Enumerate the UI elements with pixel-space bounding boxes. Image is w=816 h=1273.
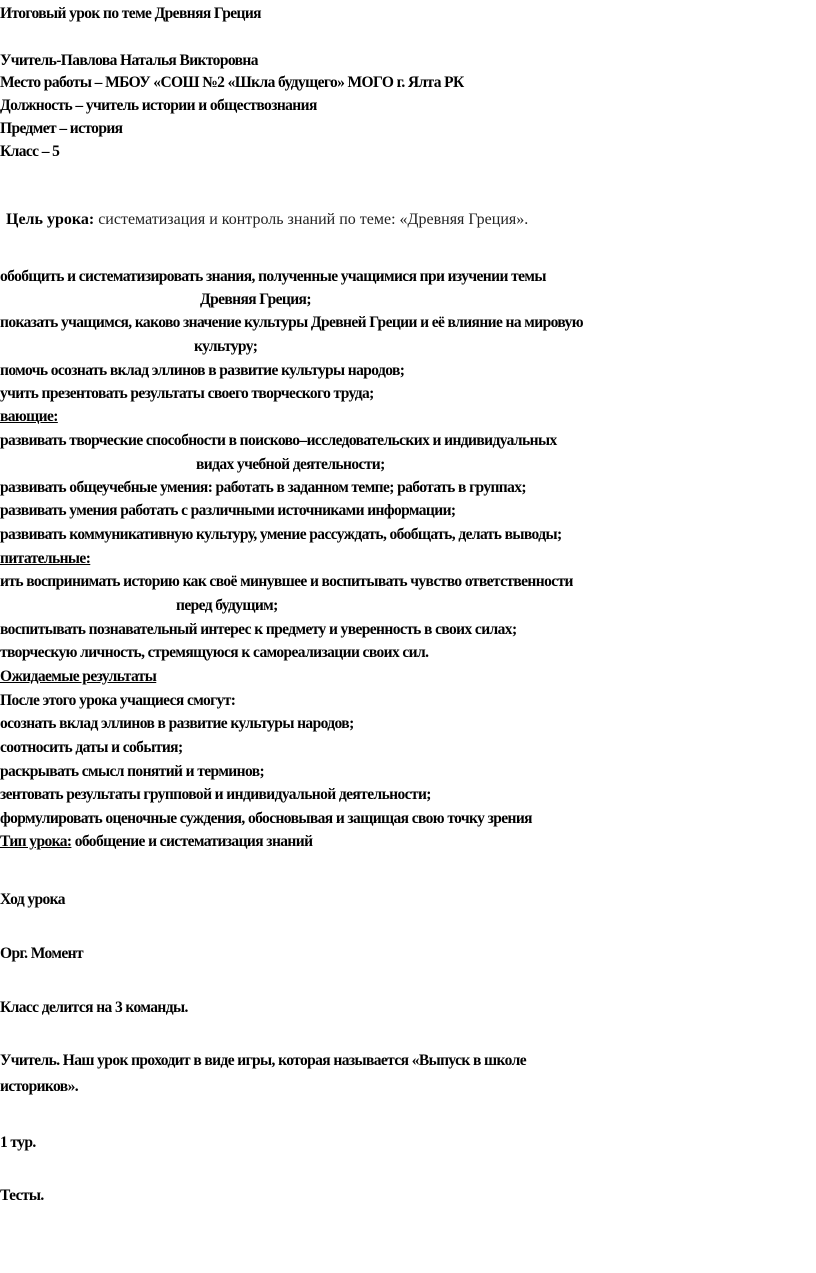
upbringing-item: ить воспринимать историю как своё минувшее и воспитывать чувство ответственности bbox=[0, 573, 573, 590]
teams-line: Класс делится на 3 команды. bbox=[0, 999, 188, 1016]
upbringing-item: воспитывать познавательный интерес к предмету и уверенность в своих силах; bbox=[0, 621, 517, 638]
educational-item-cont: Древняя Греция; bbox=[200, 291, 311, 308]
upbringing-heading: питательные: bbox=[0, 550, 91, 567]
grade-line: Класс – 5 bbox=[0, 143, 60, 160]
developing-item-cont: видах учебной деятельности; bbox=[196, 456, 385, 473]
document-title: Итоговый урок по теме Древняя Греция bbox=[0, 5, 261, 22]
goal-text: систематизация и контроль знаний по теме: «Древняя Греция». bbox=[94, 211, 529, 228]
teacher-line: Учитель-Павлова Наталья Викторовна bbox=[0, 52, 258, 69]
developing-item: развивать коммуникативную культуру, умение рассуждать, обобщать, делать выводы; bbox=[0, 526, 562, 543]
developing-item: развивать творческие способности в поисково–исследовательских и индивидуальных bbox=[0, 432, 557, 449]
tests-heading: Тесты. bbox=[0, 1187, 44, 1204]
educational-item-cont: культуру; bbox=[194, 338, 258, 355]
results-item: формулировать оценочные суждения, обосновывая и защищая свою точку зрения bbox=[0, 810, 532, 827]
educational-item: обобщить и систематизировать знания, полученные учащимися при изучении темы bbox=[0, 268, 546, 285]
results-item: соотносить даты и события; bbox=[0, 739, 183, 756]
course-heading: Ход урока bbox=[0, 891, 65, 908]
subject-line: Предмет – история bbox=[0, 120, 123, 137]
teacher-intro-cont: историков». bbox=[0, 1078, 79, 1095]
lesson-type-text: обобщение и систематизация знаний bbox=[71, 833, 313, 850]
developing-item: развивать умения работать с различными источниками информации; bbox=[0, 502, 456, 519]
developing-item: развивать общеучебные умения: работать в заданном темпе; работать в группах; bbox=[0, 479, 526, 496]
developing-heading: вающие: bbox=[0, 408, 58, 425]
educational-item: учить презентовать результаты своего творческого труда; bbox=[0, 385, 374, 402]
upbringing-item: творческую личность, стремящуюся к самореализации своих сил. bbox=[0, 644, 429, 661]
educational-item: показать учащимся, каково значение культуры Древней Греции и её влияние на мировую bbox=[0, 314, 584, 331]
workplace-line: Место работы – МБОУ «СОШ №2 «Шкла будущего» МОГО г. Ялта РК bbox=[0, 74, 464, 91]
results-item: раскрывать смысл понятий и терминов; bbox=[0, 763, 265, 780]
educational-item: помочь осознать вклад эллинов в развитие культуры народов; bbox=[0, 362, 405, 379]
org-moment: Орг. Момент bbox=[0, 945, 83, 962]
position-line: Должность – учитель истории и обществознания bbox=[0, 97, 317, 114]
upbringing-item-cont: перед будущим; bbox=[176, 597, 278, 614]
round-heading: 1 тур. bbox=[0, 1134, 36, 1151]
results-heading: Ожидаемые результаты bbox=[0, 668, 157, 685]
results-item: зентовать результаты групповой и индивидуальной деятельности; bbox=[0, 786, 431, 803]
goal-label: Цель урока: bbox=[6, 211, 95, 228]
lesson-type bbox=[0, 832, 312, 852]
lesson-type-label: Тип урока: bbox=[0, 833, 72, 850]
teacher-intro: Учитель. Наш урок проходит в виде игры, которая называется «Выпуск в школе bbox=[0, 1052, 526, 1069]
lesson-goal bbox=[6, 210, 528, 230]
results-item: осознать вклад эллинов в развитие культуры народов; bbox=[0, 715, 354, 732]
results-intro: После этого урока учащиеся смогут: bbox=[0, 692, 236, 709]
